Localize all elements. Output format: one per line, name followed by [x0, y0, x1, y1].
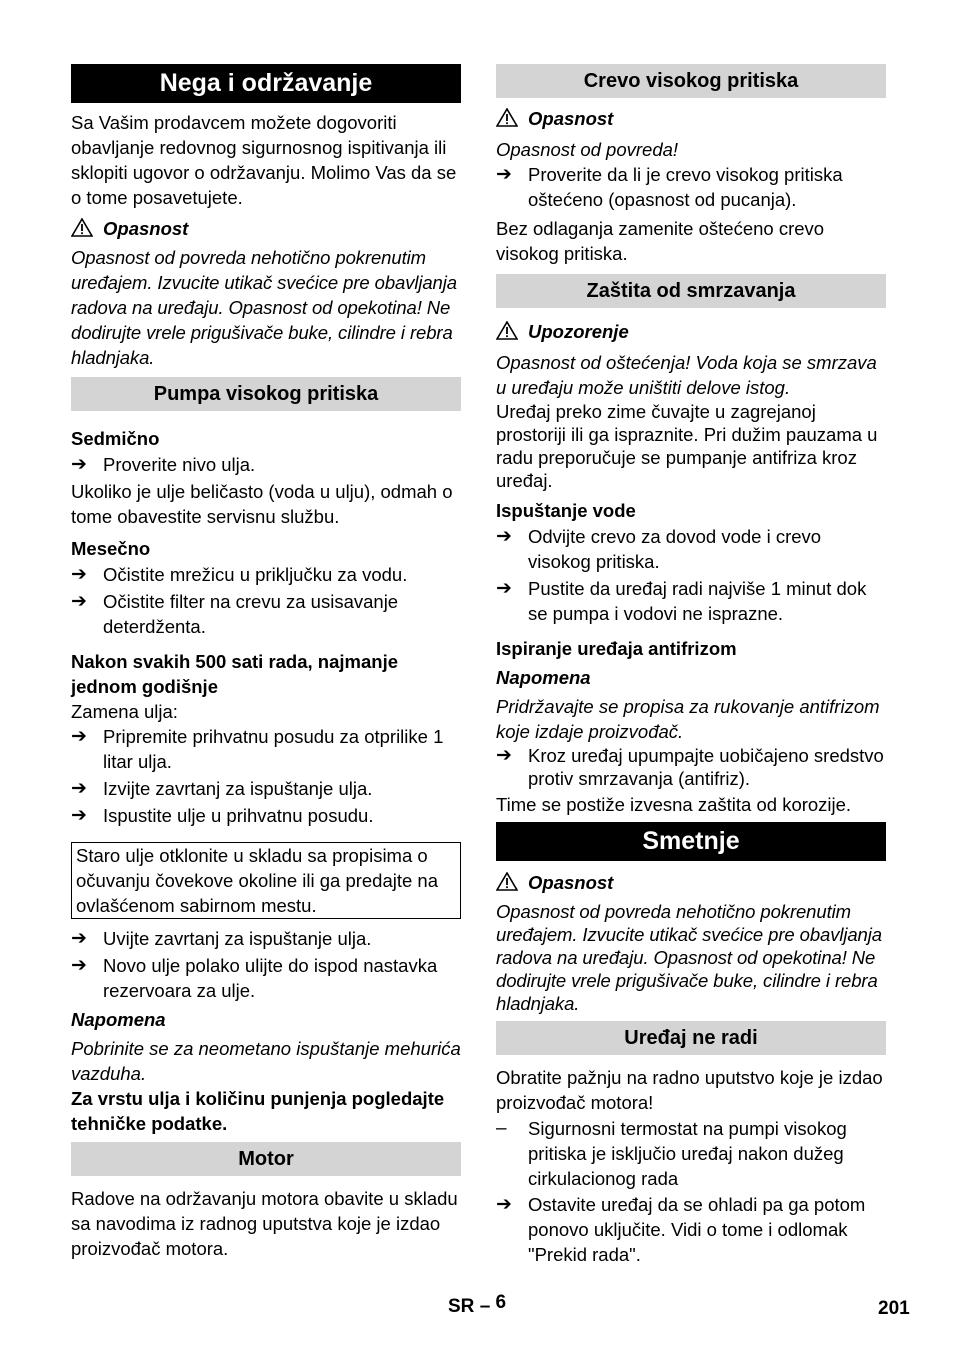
- environment-notice-box: Staro ulje otklonite u skladu sa propisima o očuvanju čovekove okoline ili ga predajte na ovlašćenom sabirnom mestu.: [71, 842, 461, 919]
- arrow-right-icon: ➔: [71, 805, 87, 826]
- list-item-text: Ostavite uređaj da se ohladi pa ga potom ponovo uključite. Vidi o tome i odlomak "Prekid rada".: [528, 1194, 866, 1265]
- list-item: [496, 1116, 886, 1191]
- list-item-text: Sigurnosni termostat na pumpi visokog pritiska je isključio uređaj nakon dužeg cirkulacionog rada: [528, 1118, 847, 1189]
- list-item-text: Uvijte zavrtanj za ispuštanje ulja.: [103, 928, 372, 949]
- warning-label: Opasnost: [528, 108, 614, 129]
- subsection-heading-pump: Pumpa visokog pritiska: [71, 377, 461, 411]
- arrow-right-icon: ➔: [71, 778, 87, 799]
- warning-triangle-icon: [71, 218, 93, 243]
- list-item-text: Proverite nivo ulja.: [103, 454, 256, 475]
- oil-change-label: Zamena ulja:: [71, 701, 178, 722]
- note-text: Pridržavajte se propisa za rukovanje antifrizom koje izdaje proizvođač.: [496, 696, 880, 742]
- list-item-text: Novo ulje polako ulijte do ispod nastavka rezervoara za ulje.: [103, 955, 438, 1001]
- list-item: [71, 452, 461, 477]
- warning-label: Opasnost: [103, 218, 189, 239]
- frost-text: Uređaj preko zime čuvajte u zagrejanoj prostoriji ili ga ispraznite. Pri dužim pauzama u radu preporučuje se pumpanje antifriza kroz uređaj.: [496, 401, 878, 491]
- arrow-right-icon: ➔: [71, 454, 87, 475]
- note-text: Pobrinite se za neometano ispuštanje mehurića vazduha.: [71, 1038, 461, 1084]
- footer-section-marker: [448, 1292, 507, 1318]
- hose-text: Bez odlaganja zamenite oštećeno crevo visokog pritiska.: [496, 218, 825, 264]
- list-item: [496, 744, 886, 790]
- arrow-right-icon: ➔: [71, 726, 87, 747]
- page-number: 201: [878, 1298, 910, 1319]
- list-item-text: Odvijte crevo za dovod vode i crevo visokog pritiska.: [528, 526, 822, 572]
- warning-triangle-icon: [496, 108, 518, 133]
- list-item: [496, 576, 886, 626]
- footer-separator: –: [479, 1296, 491, 1317]
- subsection-heading-hose: Crevo visokog pritiska: [496, 64, 886, 98]
- danger-warning-text: Opasnost od povreda!: [496, 139, 679, 160]
- list-item-text: Kroz uređaj upumpajte uobičajeno sredstvo protiv smrzavanja (antifriz).: [528, 745, 884, 789]
- section-heading-faults: Smetnje: [496, 822, 886, 861]
- danger-warning-heading: [496, 870, 886, 897]
- list-item-text: Očistite mrežicu u priključku za vodu.: [103, 564, 408, 585]
- subsection-heading-motor: Motor: [71, 1142, 461, 1176]
- caution-warning-text: Opasnost od oštećenja! Voda koja se smrzava u uređaju može uništiti delove istog.: [496, 352, 877, 398]
- subsection-heading-no-operation: Uređaj ne radi: [496, 1021, 886, 1055]
- warning-label: Opasnost: [528, 872, 614, 893]
- warning-label: Upozorenje: [528, 321, 629, 342]
- list-item: [71, 776, 461, 801]
- dash-bullet-icon: –: [496, 1118, 507, 1139]
- right-column: [496, 64, 886, 1267]
- arrow-right-icon: ➔: [71, 564, 87, 585]
- list-item-text: Očistite filter na crevu za usisavanje deterdženta.: [103, 591, 399, 637]
- arrow-right-icon: ➔: [496, 578, 512, 599]
- danger-warning-text: Opasnost od povreda nehotično pokrenutim uređajem. Izvucite utikač svećice pre obavljanja radova na uređaju. Opasnost od opekotina! Ne dodirujte vrele prigušivače buke, cilindre i rebra hladnjaka.: [496, 901, 882, 1014]
- subsection-heading-frost: Zaštita od smrzavanja: [496, 274, 886, 308]
- list-item: [496, 162, 886, 212]
- danger-warning-heading: [496, 106, 886, 133]
- note-heading: Napomena: [496, 667, 591, 688]
- list-item: [71, 589, 461, 639]
- intro-paragraph: Sa Vašim prodavcem možete dogovoriti obavljanje redovnog sigurnosnog ispitivanja ili sklopiti ugovor o održavanju. Molimo Vas da se o tome posavetujete.: [71, 112, 457, 208]
- list-item-text: Ispustite ulje u prihvatnu posudu.: [103, 805, 374, 826]
- footer-section-number: 6: [495, 1292, 507, 1313]
- list-item-text: Pripremite prihvatnu posudu za otprilike 1 litar ulja.: [103, 726, 444, 772]
- arrow-right-icon: ➔: [496, 745, 512, 766]
- note-heading: Napomena: [71, 1009, 166, 1030]
- rinse-text: Time se postiže izvesna zaštita od korozije.: [496, 794, 852, 815]
- arrow-right-icon: ➔: [71, 955, 87, 976]
- rinse-heading: Ispiranje uređaja antifrizom: [496, 638, 737, 659]
- danger-warning-text: Opasnost od povreda nehotično pokrenutim uređajem. Izvucite utikač svećice pre obavljanja radova na uređaju. Opasnost od opekotina! Ne dodirujte vrele prigušivače buke, cilindre i rebra hladnjaka.: [71, 247, 457, 368]
- list-item-text: Proverite da li je crevo visokog pritiska oštećeno (opasnost od pucanja).: [528, 164, 843, 210]
- list-item: [496, 1192, 886, 1267]
- arrow-right-icon: ➔: [71, 591, 87, 612]
- weekly-text: Ukoliko je ulje beličasto (voda u ulju), odmah o tome obavestite servisnu službu.: [71, 481, 453, 527]
- arrow-right-icon: ➔: [496, 1194, 512, 1215]
- list-item: [71, 953, 461, 1003]
- danger-warning-heading: [71, 216, 461, 243]
- arrow-right-icon: ➔: [496, 526, 512, 547]
- arrow-right-icon: ➔: [71, 928, 87, 949]
- warning-triangle-icon: [496, 872, 518, 897]
- list-item: [71, 803, 461, 828]
- list-item: [496, 524, 886, 574]
- list-item: [71, 562, 461, 587]
- monthly-heading: Mesečno: [71, 538, 151, 559]
- left-column: [71, 64, 461, 1261]
- drain-heading: Ispuštanje vode: [496, 500, 636, 521]
- after-500-hours-heading: Nakon svakih 500 sati rada, najmanje jednom godišnje: [71, 651, 398, 697]
- arrow-right-icon: ➔: [496, 164, 512, 185]
- caution-warning-heading: [496, 319, 886, 346]
- footer-language: SR: [448, 1296, 475, 1317]
- list-item-text: Pustite da uređaj radi najviše 1 minut dok se pumpa i vodovi ne isprazne.: [528, 578, 867, 624]
- motor-text: Radove na održavanju motora obavite u skladu sa navodima iz radnog uputstva koje je izdao proizvođač motora.: [71, 1188, 458, 1259]
- oil-spec-reference: Za vrstu ulja i količinu punjenja pogledajte tehničke podatke.: [71, 1088, 445, 1134]
- list-item: [71, 926, 461, 951]
- warning-triangle-icon: [496, 321, 518, 346]
- list-item-text: Izvijte zavrtanj za ispuštanje ulja.: [103, 778, 373, 799]
- section-heading-maintenance: Nega i održavanje: [71, 64, 461, 103]
- weekly-heading: Sedmično: [71, 428, 160, 449]
- fault-text: Obratite pažnju na radno uputstvo koje je izdao proizvođač motora!: [496, 1067, 883, 1113]
- list-item: [71, 724, 461, 774]
